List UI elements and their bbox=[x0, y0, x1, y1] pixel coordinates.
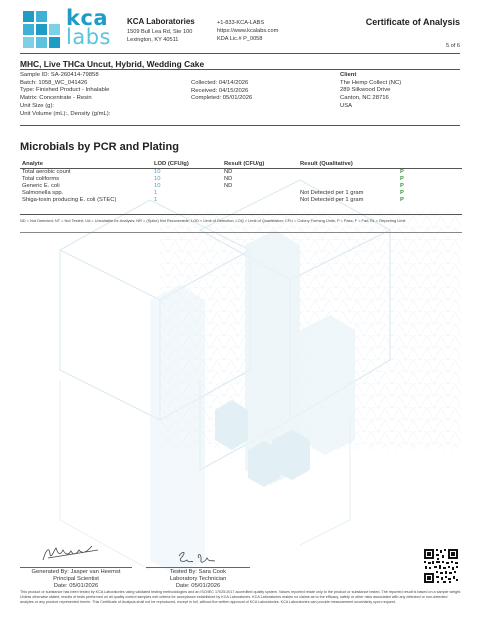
client-title: Client bbox=[340, 72, 357, 78]
header-divider bbox=[20, 53, 460, 54]
abbreviations-footnote: ND = Not Detected; NT = Not Tested; UA = Unsuitable for Analysis; NR = (Spike) Not Recoverable; LOD = Limit of Detection; LOQ = Limit of Quantitation; CFU = Colony Forming Units; P = Pass; F = Fail; RL = Reporting Limit bbox=[20, 218, 406, 223]
sample-title: MHC, Live THCa Uncut, Hybrid, Wedding Cake bbox=[20, 59, 205, 69]
cell-analyte: Total aerobic count bbox=[22, 169, 71, 175]
document-title: Certificate of Analysis bbox=[365, 17, 460, 27]
kca-logo bbox=[22, 6, 120, 50]
cell-lod: 10 bbox=[154, 176, 161, 183]
client-block bbox=[340, 72, 401, 111]
cell-result-qualitative: Not Detected per 1 gram bbox=[300, 197, 364, 204]
cell-lod: 10 bbox=[154, 169, 161, 175]
cell-pass-status: P bbox=[400, 190, 404, 197]
qr-code-icon[interactable] bbox=[423, 548, 459, 584]
table-row bbox=[20, 169, 462, 176]
header-lod: LOD (CFU/g) bbox=[154, 161, 189, 167]
lab-name: KCA Laboratories bbox=[127, 17, 195, 26]
sample-matrix: Matrix: Concentrate - Resin bbox=[20, 95, 92, 102]
table-row bbox=[20, 183, 462, 190]
tested-date: Date: 05/01/2026 bbox=[175, 583, 221, 589]
signature-block-generated bbox=[20, 567, 132, 590]
lab-contact-block bbox=[217, 19, 278, 43]
cell-pass-status: P bbox=[400, 176, 404, 183]
cell-analyte: Generic E. coli bbox=[22, 183, 60, 190]
microbials-table bbox=[20, 160, 462, 204]
date-collected: Collected: 04/14/2026 bbox=[191, 80, 249, 86]
client-city: Canton, NC 28716 bbox=[340, 95, 389, 102]
generated-date: Date: 05/01/2026 bbox=[53, 583, 99, 589]
header-result-qualitative: Result (Qualitative) bbox=[300, 161, 353, 167]
lab-address-line2: Lexington, KY 40511 bbox=[127, 37, 179, 43]
signature-line bbox=[146, 567, 250, 568]
signature-van-heemst-image bbox=[40, 540, 102, 566]
logo-line1: kca bbox=[66, 6, 109, 30]
cell-analyte: Shiga-toxin producing E. coli (STEC) bbox=[22, 197, 117, 204]
sample-unit-size: Unit Size (g): bbox=[20, 102, 55, 109]
tested-title: Laboratory Technician bbox=[169, 576, 227, 582]
cell-analyte: Salmonella spp. bbox=[22, 190, 64, 197]
lab-address-line1: 1509 Bull Lea Rd, Ste 100 bbox=[127, 29, 193, 35]
cell-result-units: ND bbox=[224, 183, 233, 190]
sample-id: Sample ID: SA-260414-79858 bbox=[20, 72, 99, 78]
client-name: The Hemp Collect (NC) bbox=[340, 79, 402, 86]
signature-line bbox=[20, 567, 132, 568]
cell-lod: 1 bbox=[154, 197, 158, 204]
sample-batch: Batch: 1058_WC_041426 bbox=[20, 79, 88, 86]
table-bottom-rule bbox=[20, 214, 462, 215]
legal-disclaimer: This product or substance has been tested by KCA Laboratories using validated testing methodologies and an ISO/IEC 17025:2017 accredited quality system. Values reported relate only to the product or substance tested. The reported result is based on a sample weight. Unless otherwise stated, results of tests performed on all quality control samples met criteria for acceptance established by KCA Laboratories. KCA Laboratories makes no claims as to the efficacy, safety or other risks associated with any detected or non-detected analytes or any product represented herein. This Certificate of Analysis shall not be reproduced, except in full, without the written approval of KCA Laboratories. KCA Laboratories can provide measurement uncertainty upon request. bbox=[20, 590, 462, 604]
header-result-units: Result (CFU/g) bbox=[224, 161, 265, 167]
lab-address-block bbox=[127, 17, 195, 44]
cell-pass-status: P bbox=[400, 183, 404, 190]
cell-analyte: Total coliforms bbox=[22, 176, 60, 183]
date-completed: Completed: 05/01/2026 bbox=[191, 95, 253, 102]
header-analyte: Analyte bbox=[22, 161, 43, 167]
sample-details bbox=[20, 72, 110, 118]
logo-cubes-icon bbox=[22, 10, 62, 50]
client-street: 289 Silkwood Drive bbox=[340, 87, 391, 94]
page-number: 5 of 6 bbox=[446, 43, 460, 49]
generated-title: Principal Scientist bbox=[53, 576, 99, 582]
cell-pass-status: P bbox=[400, 169, 404, 175]
cell-pass-status: P bbox=[400, 197, 404, 204]
sample-type: Type: Finished Product - Inhalable bbox=[20, 87, 110, 94]
sample-divider bbox=[20, 69, 460, 70]
cell-result-qualitative: Not Detected per 1 gram bbox=[300, 190, 364, 197]
table-row bbox=[20, 190, 462, 197]
lab-phone: +1-833-KCA-LABS bbox=[217, 20, 265, 26]
table-header bbox=[20, 160, 462, 169]
logo-wordmark bbox=[66, 6, 111, 49]
signature-block-tested bbox=[146, 567, 250, 590]
section-title: Microbials by PCR and Plating bbox=[20, 141, 179, 153]
sample-dates bbox=[191, 80, 252, 103]
cell-lod: 10 bbox=[154, 183, 161, 190]
logo-line2: labs bbox=[66, 25, 111, 49]
info-divider bbox=[20, 125, 460, 126]
client-country: USA bbox=[340, 102, 353, 109]
signature-cook-image bbox=[175, 548, 219, 568]
table-row bbox=[20, 197, 462, 204]
cell-result-units: ND bbox=[224, 169, 233, 175]
table-row bbox=[20, 176, 462, 183]
lab-license: KDA Lic.# P_0058 bbox=[217, 36, 263, 42]
date-received: Received: 04/15/2026 bbox=[191, 87, 249, 94]
cell-result-units: ND bbox=[224, 176, 233, 183]
generated-by: Generated By: Jasper van Heemst bbox=[31, 569, 121, 575]
tested-by: Tested By: Sara Cook bbox=[169, 569, 227, 575]
footnote-divider bbox=[20, 232, 462, 233]
cell-lod: 1 bbox=[154, 190, 158, 197]
sample-unit-volume: Unit Volume (mL):, Density (g/mL): bbox=[20, 110, 111, 117]
lab-website[interactable]: https://www.kcalabs.com bbox=[217, 28, 279, 34]
